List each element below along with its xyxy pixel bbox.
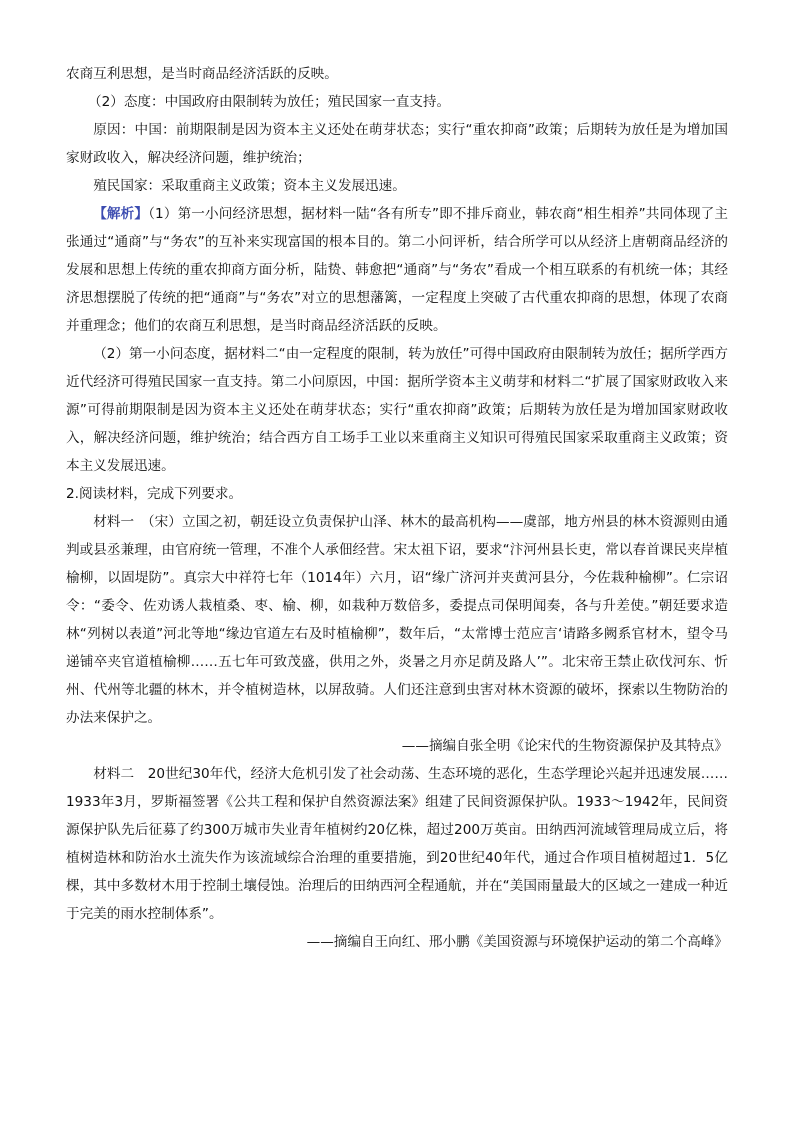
- answer-part2: （2）态度：中国政府由限制转为放任；殖民国家一直支持。: [88, 94, 451, 110]
- answer-reason-colonial: 殖民国家：采取重商主义政策；资本主义发展迅速。: [93, 178, 406, 194]
- answer-line-1: 农商互利思想，是当时商品经济活跃的反映。: [66, 66, 338, 82]
- analysis-text-1: （1）第一小问经济思想，据材料一陆“各有所专”即不排斥商业，韩农商“相生相养”共同体现了主张通过“通商”与“务农”的互补来实现富国的根本目的。第二小问评析，结合所学可以从经济上唐朝商品经济的发展和思想上传统的重农抑商方面分析，陆贽、韩愈把“通商”与“务农”看成一个相互联系的有机统一体；其经济思想摆脱了传统的把“通商”与“务农”对立的思想藩篱，一定程度上突破了古代重农抑商的思想，体现了农商并重理念；他们的农商互利思想，是当时商品经济活跃的反映。: [66, 206, 729, 334]
- material-2-source: ——摘编自王向红、邢小鹏《美国资源与环境保护运动的第二个高峰》: [306, 934, 728, 950]
- analysis-tag: 【解析】: [93, 206, 149, 222]
- analysis-paragraph-1: [66, 200, 728, 340]
- analysis-paragraph-2: （2）第一小问态度，据材料二“由一定程度的限制，转为放任”可得中国政府由限制转为放任；据所学西方近代经济可得殖民国家一直支持。第二小问原因，中国：据所学资本主义萌芽和材料二“扩展了国家财政收入来源”可得前期限制是因为资本主义还处在萌芽状态；实行“重农抑商”政策；后期转为放任是为增加国家财政收入，解决经济问题，维护统治；结合西方自工场手工业以来重商主义知识可得殖民国家采取重商主义政策；资本主义发展迅速。: [66, 346, 728, 474]
- material-1: 材料一 （宋）立国之初，朝廷设立负责保护山泽、林木的最高机构——虞部，地方州县的林木资源则由通判或县丞兼理，由官府统一管理，不准个人承佃经营。宋太祖下诏，要求“汴河州县长吏，常以春首课民夹岸植榆柳，以固堤防”。真宗大中祥符七年（1014年）六月，诏“缘广济河并夹黄河县分，今佐栽种榆柳”。仁宗诏令：“委令、佐劝诱人栽植桑、枣、榆、柳，如栽种万数倍多，委提点司保明闻奏，各与升差使。”朝廷要求造林“列树以表道”河北等地“缘边官道左右及时植榆柳”，数年后，“太常博士范应言‘请路多阙系官材木，望令马递铺卒夹官道植榆柳……五七年可致茂盛，供用之外，炎暑之月亦足荫及路人’”。北宋帝王禁止砍伐河东、忻州、代州等北疆的林木，并令植树造林，以屏敌骑。人们还注意到虫害对林木资源的破坏，探索以生物防治的办法来保护之。: [66, 514, 728, 726]
- material-1-source: ——摘编自张全明《论宋代的生物资源保护及其特点》: [401, 738, 728, 754]
- question-2-prompt: 2.阅读材料，完成下列要求。: [66, 486, 243, 502]
- document-body: [66, 60, 728, 956]
- material-2: 材料二 20世纪30年代，经济大危机引发了社会动荡、生态环境的恶化，生态学理论兴起并迅速发展……1933年3月，罗斯福签署《公共工程和保护自然资源法案》组建了民间资源保护队。1933～1942年，民间资源保护队先后征募了约300万城市失业青年植树约20亿株，超过200万英亩。田纳西河流域管理局成立后，将植树造林和防治水土流失作为该流域综合治理的重要措施，到20世纪40年代，通过合作项目植树超过1．5亿棵，其中多数材木用于控制土壤侵蚀。治理后的田纳西河全程通航，并在“美国雨量最大的区域之一建成一种近于完美的雨水控制体系”。: [66, 766, 728, 922]
- answer-reason-china: 原因：中国：前期限制是因为资本主义还处在萌芽状态；实行“重农抑商”政策；后期转为放任是为增加国家财政收入，解决经济问题，维护统治；: [66, 122, 728, 166]
